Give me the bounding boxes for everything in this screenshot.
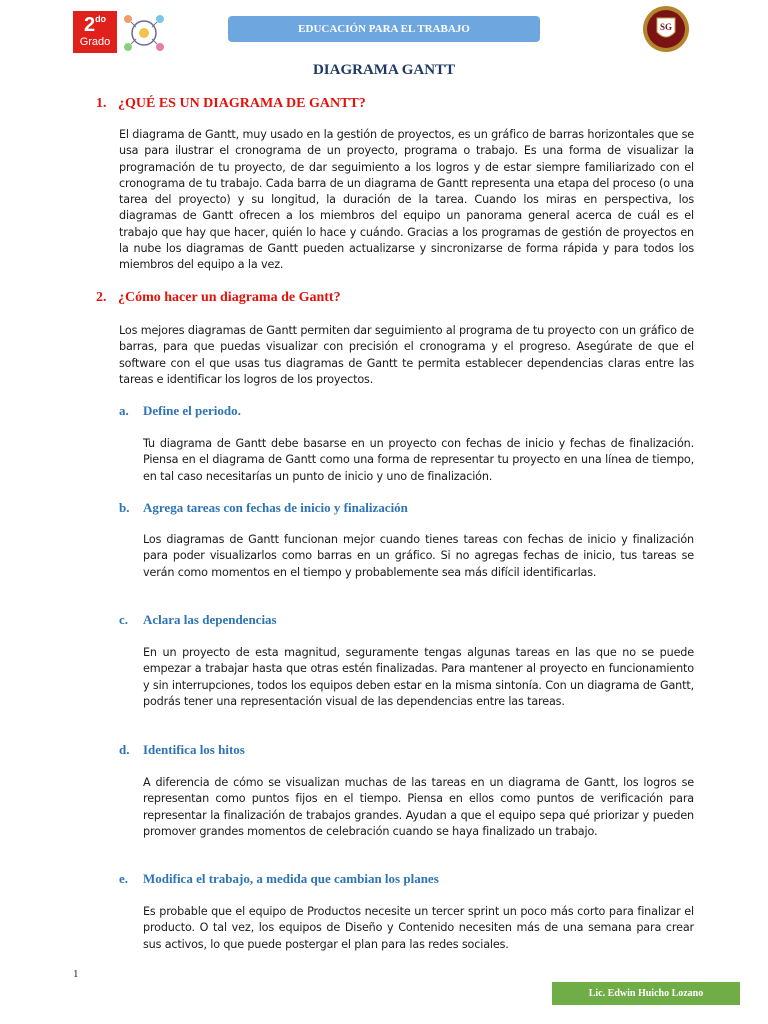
subsection-paragraph: Es probable que el equipo de Productos necesite un tercer sprint un poco más corto para finalizar el producto. O tal vez, los equipos de Diseño y Contenido necesiten más de una semana para crear sus activos, lo que puede postergar el plan para las redes sociales. — [143, 905, 694, 951]
education-illustration-icon — [120, 11, 168, 55]
page-number: 1 — [73, 968, 79, 980]
subsection-heading: a. Define el periodo. — [119, 403, 241, 418]
subsection-paragraph: Los diagramas de Gantt funcionan mejor cuando tienes tareas con fechas de inicio y finalización para poder visualizarlos como barras en un gráfico. Si no agregas fechas de inicio, tus tareas se verán como momentos en el tiempo y probablemente sea más difícil identificarlas. — [143, 533, 694, 579]
page-title: DIAGRAMA GANTT — [312, 62, 456, 78]
section-heading: 2. ¿Cómo hacer un diagrama de Gantt? — [96, 290, 341, 305]
subsection-heading: e. Modifica el trabajo, a medida que cambian los planes — [119, 871, 439, 886]
subsection-paragraph: Tu diagrama de Gantt debe basarse en un proyecto con fechas de inicio y fechas de finalización. Piensa en el diagrama de Gantt como una forma de representar tu proyecto en una línea de tiempo, en tal caso necesitarías un punto de inicio y uno de finalización. — [143, 437, 694, 483]
author-badge: Lic. Edwin Huicho Lozano — [552, 982, 740, 1005]
crest-letters: SG — [659, 22, 673, 32]
grade-number: $2^{do}$ — [83, 14, 107, 36]
school-crest-icon — [640, 4, 692, 54]
subsection-paragraph: A diferencia de cómo se visualizan muchas de las tareas en un diagrama de Gantt, los logros se representan como puntos fijos en el tiempo. Piensa en ellos como puntos de verificación para representar la finalización de trabajos grandes. Ayudan a que el equipo sepa qué priorizar y pueden promover grandes momentos de celebración cuando se haya finalizado un trabajo. — [143, 776, 694, 838]
grade-label: Grado — [79, 36, 111, 48]
subsection-heading: d. Identifica los hitos — [119, 742, 245, 757]
course-banner: EDUCACIÓN PARA EL TRABAJO — [228, 16, 540, 42]
section-paragraph: El diagrama de Gantt, muy usado en la gestión de proyectos, es un gráfico de barras horizontales que se usa para ilustrar el cronograma de un proyecto, programa o trabajo. Es una forma de visualizar la programación de tu proyecto, de dar seguimiento a los logros y de estar siempre familiarizado con el cronograma de tu trabajo. Cada barra de un diagrama de Gantt representa una etapa del proceso (o una tarea del proyecto) y su longitud, la duración de la tarea. Cuando los miras en perspectiva, los diagramas de Gantt ofrecen a los miembros del equipo un panorama general acerca de cuál es el trabajo que hay que hacer, quién lo hace y cuándo. Gracias a los programas de gestión de proyectos en la nube los diagramas de Gantt pueden actualizarse y sincronizarse de forma rápida y para todos los miembros del equipo a la vez. — [119, 128, 694, 272]
section-heading: 1. ¿QUÉ ES UN DIAGRAMA DE GANTT? — [96, 96, 366, 111]
section-paragraph: Los mejores diagramas de Gantt permiten dar seguimiento al programa de tu proyecto con un gráfico de barras, para que puedas visualizar con precisión el cronograma y el progreso. Asegúrate de que el software con el que usas tus diagramas de Gantt te permita establecer dependencias claras entre las tareas e identificar los logros de los proyectos. — [119, 324, 694, 386]
grade-badge — [73, 11, 117, 53]
subsection-paragraph: En un proyecto de esta magnitud, seguramente tengas algunas tareas en las que no se puede empezar a trabajar hasta que otras estén finalizadas. Para mantener al proyecto en funcionamiento y sin interrupciones, todos los equipos deben estar en la misma sintonía. Con un diagrama de Gantt, podrás tener una representación visual de las dependencias entre las tareas. — [143, 646, 694, 708]
subsection-heading: b. Agrega tareas con fechas de inicio y finalización — [119, 500, 408, 515]
subsection-heading: c. Aclara las dependencias — [119, 612, 277, 627]
